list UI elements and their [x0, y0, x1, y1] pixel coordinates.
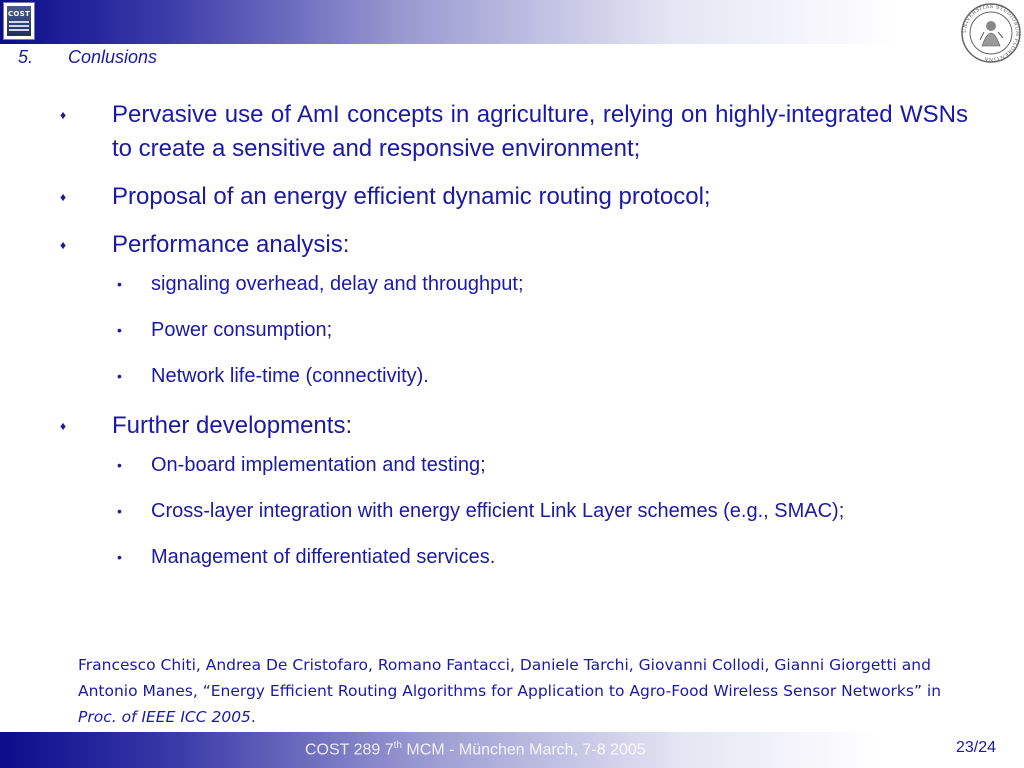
reference-venue: Proc. of IEEE ICC 2005 [78, 708, 251, 726]
dot-bullet-icon: • [117, 503, 122, 519]
bullet-item [60, 180, 968, 214]
diamond-bullet-icon: ♦ [60, 190, 67, 204]
footer-text [305, 740, 646, 759]
footer-text-end: MCM - München March, 7-8 2005 [401, 741, 646, 759]
sub-bullet-item [117, 499, 969, 523]
dot-bullet-icon: • [117, 457, 122, 473]
sub-bullet-text: Network life-time (connectivity). [151, 365, 429, 387]
bullet-item [60, 98, 968, 166]
dot-bullet-icon: • [117, 276, 122, 292]
section-number: 5. [18, 47, 34, 67]
reference-citation [78, 652, 958, 730]
footer-text-sup: th [393, 740, 402, 751]
bullet-item [60, 409, 968, 443]
reference-text: Francesco Chiti, Andrea De Cristofaro, Romano Fantacci, Daniele Tarchi, Giovanni Collodi, Gianni Giorgetti and Antonio Manes, “Energy Efficient Routing Algorithms for Application to Agro-Food Wireless Sensor Networks” in [78, 656, 942, 700]
bullet-text: Further developments: [112, 412, 353, 439]
bullet-text: Pervasive use of AmI concepts in agriculture, relying on highly-integrated WSNs to create a sensitive and responsive environment; [112, 101, 968, 162]
bullet-text: Performance analysis: [112, 231, 350, 258]
sub-bullet-item [117, 272, 969, 296]
sub-bullet-text: Management of differentiated services. [151, 546, 496, 568]
section-title-text: Conlusions [68, 47, 158, 67]
dot-bullet-icon: • [117, 368, 122, 384]
sub-bullet-item [117, 364, 969, 388]
footer-text-start: COST 289 7 [305, 741, 394, 759]
logo-text: COST [7, 10, 31, 18]
cost-logo [3, 2, 35, 40]
sub-bullet-text: On-board implementation and testing; [151, 454, 486, 476]
section-title [18, 47, 157, 68]
diamond-bullet-icon: ♦ [60, 419, 67, 433]
sub-bullet-item [117, 318, 969, 342]
bullet-item [60, 228, 968, 262]
sub-bullet-text: signaling overhead, delay and throughput; [151, 273, 524, 295]
bullet-list [0, 98, 1024, 569]
sub-bullet-text: Power consumption; [151, 319, 333, 341]
diamond-bullet-icon: ♦ [60, 238, 67, 252]
university-seal-logo [960, 2, 1022, 64]
sub-bullet-text: Cross-layer integration with energy efficient Link Layer schemes (e.g., SMAC); [151, 500, 845, 522]
page-number: 23/24 [956, 739, 997, 756]
dot-bullet-icon: • [117, 322, 122, 338]
seal-text: UNIVERSITAS STUDIORUM FLORENTINA [961, 3, 1021, 63]
header-bar [0, 0, 900, 44]
dot-bullet-icon: • [117, 549, 122, 565]
diamond-bullet-icon: ♦ [60, 108, 67, 122]
bullet-text: Proposal of an energy efficient dynamic routing protocol; [112, 183, 711, 210]
logo-stripes [9, 21, 29, 33]
sub-bullet-item [117, 545, 969, 569]
sub-bullet-item [117, 453, 969, 477]
reference-end: . [250, 708, 256, 726]
